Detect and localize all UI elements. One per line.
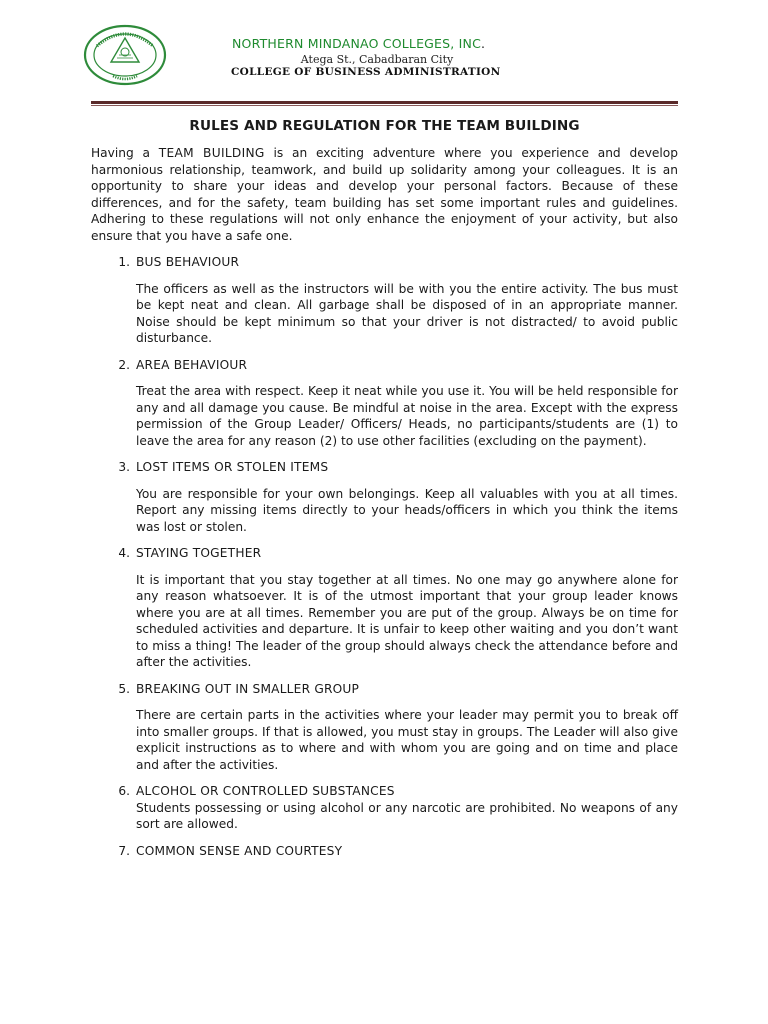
section-lost-items (91, 459, 678, 535)
college-address: Atega St., Cabadbaran City (300, 53, 454, 66)
intro-emphasis: TEAM BUILDING (158, 146, 265, 160)
document-body (91, 145, 678, 869)
section-number: 1. (118, 255, 130, 269)
section-smaller-group (91, 681, 678, 774)
section-number: 7. (118, 843, 130, 858)
section-heading (91, 357, 678, 374)
section-text: The officers as well as the instructors will be with you the entire activity. The bus must be kept neat and clean. All garbage shall be disposed of in an appropriate manner. Noise should be kept minimum so that your driver is not distracted/ to avoid public disturbance. (136, 281, 678, 345)
section-common-sense (91, 843, 678, 860)
section-heading (91, 783, 678, 800)
header-divider-thin (91, 105, 678, 106)
header-divider-thick (91, 101, 678, 104)
college-name: NORTHERN MINDANAO COLLEGES, INC. (232, 36, 486, 51)
section-heading (91, 843, 678, 860)
section-text: You are responsible for your own belongings. Keep all valuables with you at all times. Report any missing items directly to your heads/officers in which you think the items was lost or stolen. (136, 486, 678, 534)
section-number: 5. (118, 681, 130, 696)
section-heading (91, 254, 678, 271)
section-area-behaviour (91, 357, 678, 450)
section-text: It is important that you stay together at all times. No one may go anywhere alone for any reason whatsoever. It is of the utmost important that your group leader knows where you are at all times. Remember you are put of the group. Always be on time for scheduled activities and departure. It is unfair to keep other waiting and you don’t want to miss a thing! The leader of the group should always check the attendance before and after the activities. (136, 572, 678, 669)
letterhead (0, 0, 768, 110)
section-number: 6. (118, 784, 130, 798)
section-title: COMMON SENSE AND COURTESY (136, 843, 343, 858)
department-name: COLLEGE OF BUSINESS ADMINISTRATION (231, 66, 501, 78)
document-title: RULES AND REGULATION FOR THE TEAM BUILDING (189, 118, 580, 134)
section-title: LOST ITEMS OR STOLEN ITEMS (136, 460, 329, 474)
section-staying-together (91, 545, 678, 671)
section-bus-behaviour (91, 254, 678, 347)
section-text: There are certain parts in the activities where your leader may permit you to break off into smaller groups. If that is allowed, you must stay in groups. The Leader will also give explicit instructions as to where and with whom you are going and on time and place and after the activities. (136, 708, 678, 772)
section-text: Students possessing or using alcohol or any narcotic are prohibited. No weapons of any sort are allowed. (136, 800, 678, 831)
section-title: STAYING TOGETHER (136, 546, 262, 560)
section-alcohol (91, 783, 678, 833)
section-number: 2. (118, 357, 130, 372)
section-text: Treat the area with respect. Keep it neat while you use it. You will be held responsible for any and all damage you cause. Be mindful at noise in the area. Except with the express permission of the Group Leader/ Officers/ Heads, no participants/students are (1) to leave the area for any reason (2) to use other facilities (excluding on the payment). (136, 384, 678, 448)
section-title: BUS BEHAVIOUR (136, 255, 240, 269)
section-title: ALCOHOL OR CONTROLLED SUBSTANCES (136, 784, 395, 798)
section-title: AREA BEHAVIOUR (136, 357, 248, 372)
section-heading (91, 545, 678, 562)
section-heading (91, 681, 678, 698)
section-title: BREAKING OUT IN SMALLER GROUP (136, 681, 360, 696)
intro-paragraph: Having a TEAM BUILDING is an exciting adventure where you experience and develop harmonious relationship, teamwork, and build up solidarity among your colleagues. It is an opportunity to share your ideas and develop your personal factors. Because of these differences, and for the safety, team building has set some important rules and guidelines. Adhering to these regulations will not only enhance the enjoyment of your activity, but also ensure that you have a safe one. (91, 146, 678, 243)
section-number: 4. (118, 546, 130, 560)
section-number: 3. (118, 460, 130, 474)
section-heading (91, 459, 678, 476)
